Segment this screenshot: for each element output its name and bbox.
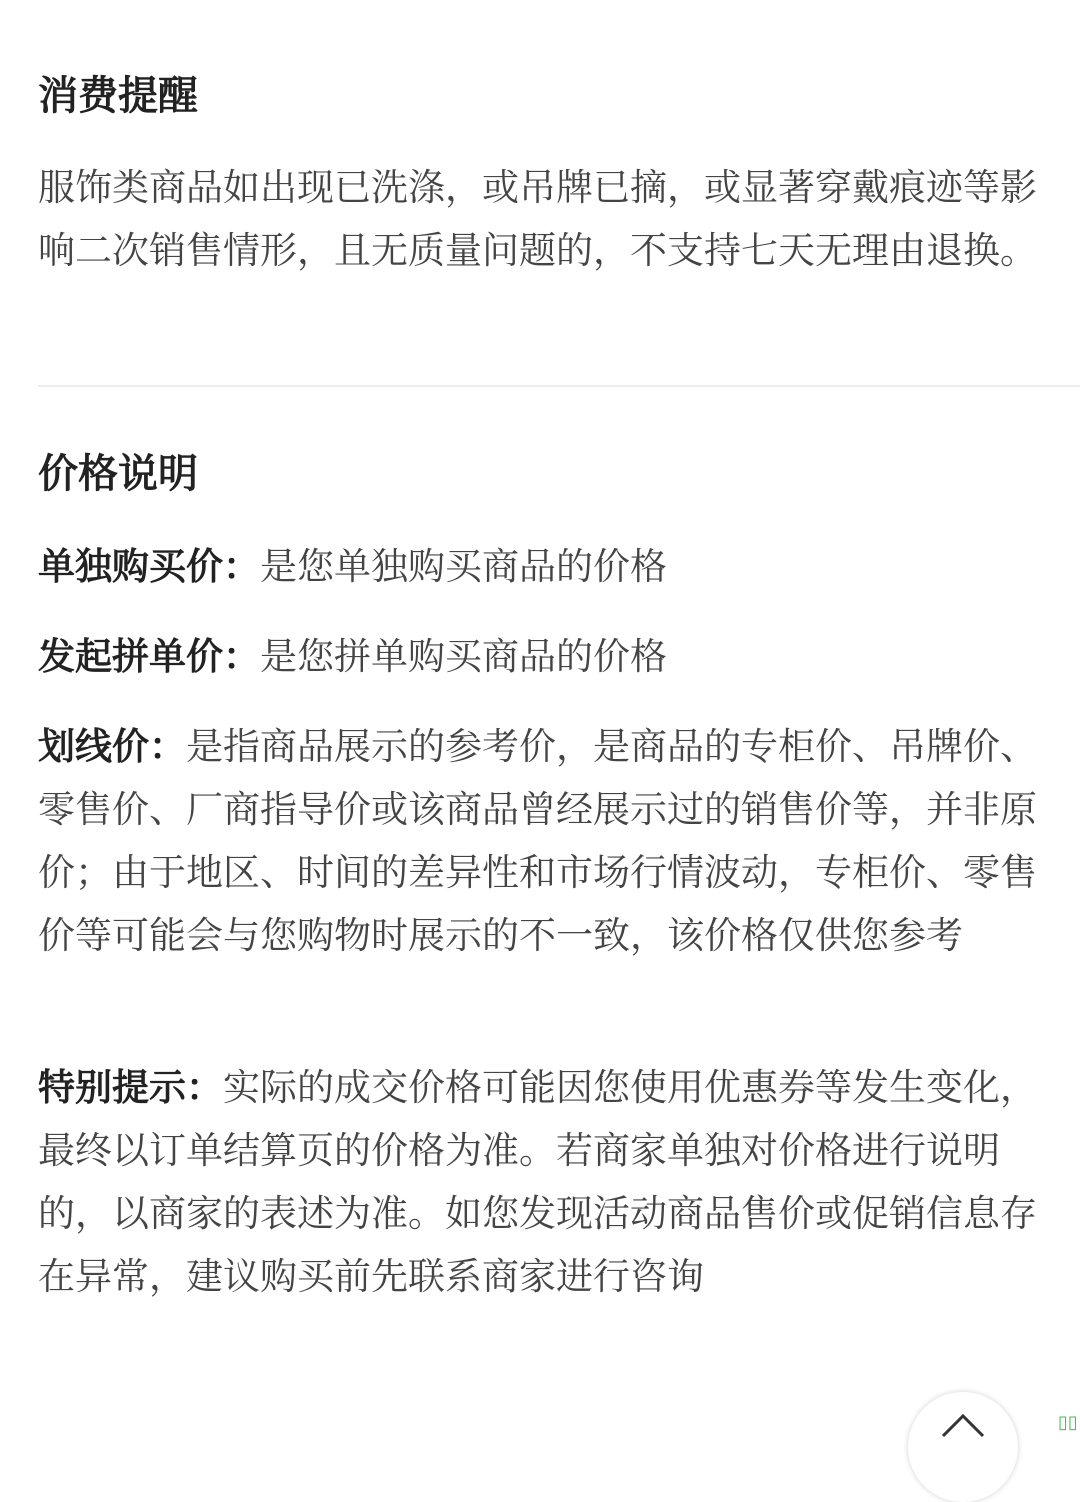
corner-mark: ▯▯ <box>1058 1412 1078 1433</box>
price-item-label: 划线价： <box>38 724 186 768</box>
price-item-single <box>38 535 1042 598</box>
price-info-section <box>38 450 1042 498</box>
price-item <box>38 625 1042 688</box>
consumer-notice-section <box>38 72 1042 120</box>
price-info-title: 价格说明 <box>38 450 198 497</box>
consumer-notice-text: 服饰类商品如出现已洗涤，或吊牌已摘，或显著穿戴痕迹等影响二次销售情形，且无质量问题的，不支持七天无理由退换。 <box>38 166 1037 272</box>
chevron-up-icon <box>941 1412 985 1438</box>
price-item <box>38 535 1042 598</box>
price-item-strikethrough <box>38 715 1042 967</box>
price-item-label: 发起拼单价： <box>38 634 260 678</box>
back-to-top-button[interactable] <box>908 1392 1018 1502</box>
price-item-group <box>38 625 1042 688</box>
price-item-label: 特别提示： <box>38 1065 223 1109</box>
consumer-notice-body <box>38 156 1042 282</box>
price-item-text: 是您拼单购买商品的价格 <box>260 635 667 678</box>
section-divider <box>38 385 1080 387</box>
price-item-text: 实际的成交价格可能因您使用优惠券等发生变化，最终以订单结算页的价格为准。若商家单独对价格进行说明的，以商家的表述为准。如您发现活动商品售价或促销信息存在异常，建议购买前先联系商家进行咨询 <box>38 1066 1037 1298</box>
price-item-text: 是您单独购买商品的价格 <box>260 545 667 588</box>
price-item <box>38 1056 1042 1308</box>
price-item-text: 是指商品展示的参考价，是商品的专柜价、吊牌价、零售价、厂商指导价或该商品曾经展示过的销售价等，并非原价；由于地区、时间的差异性和市场行情波动，专柜价、零售价等可能会与您购物时展示的不一致，该价格仅供您参考 <box>38 725 1037 957</box>
price-item-special <box>38 1056 1042 1308</box>
price-item <box>38 715 1042 967</box>
price-item-label: 单独购买价： <box>38 544 260 588</box>
consumer-notice-title: 消费提醒 <box>38 72 198 119</box>
